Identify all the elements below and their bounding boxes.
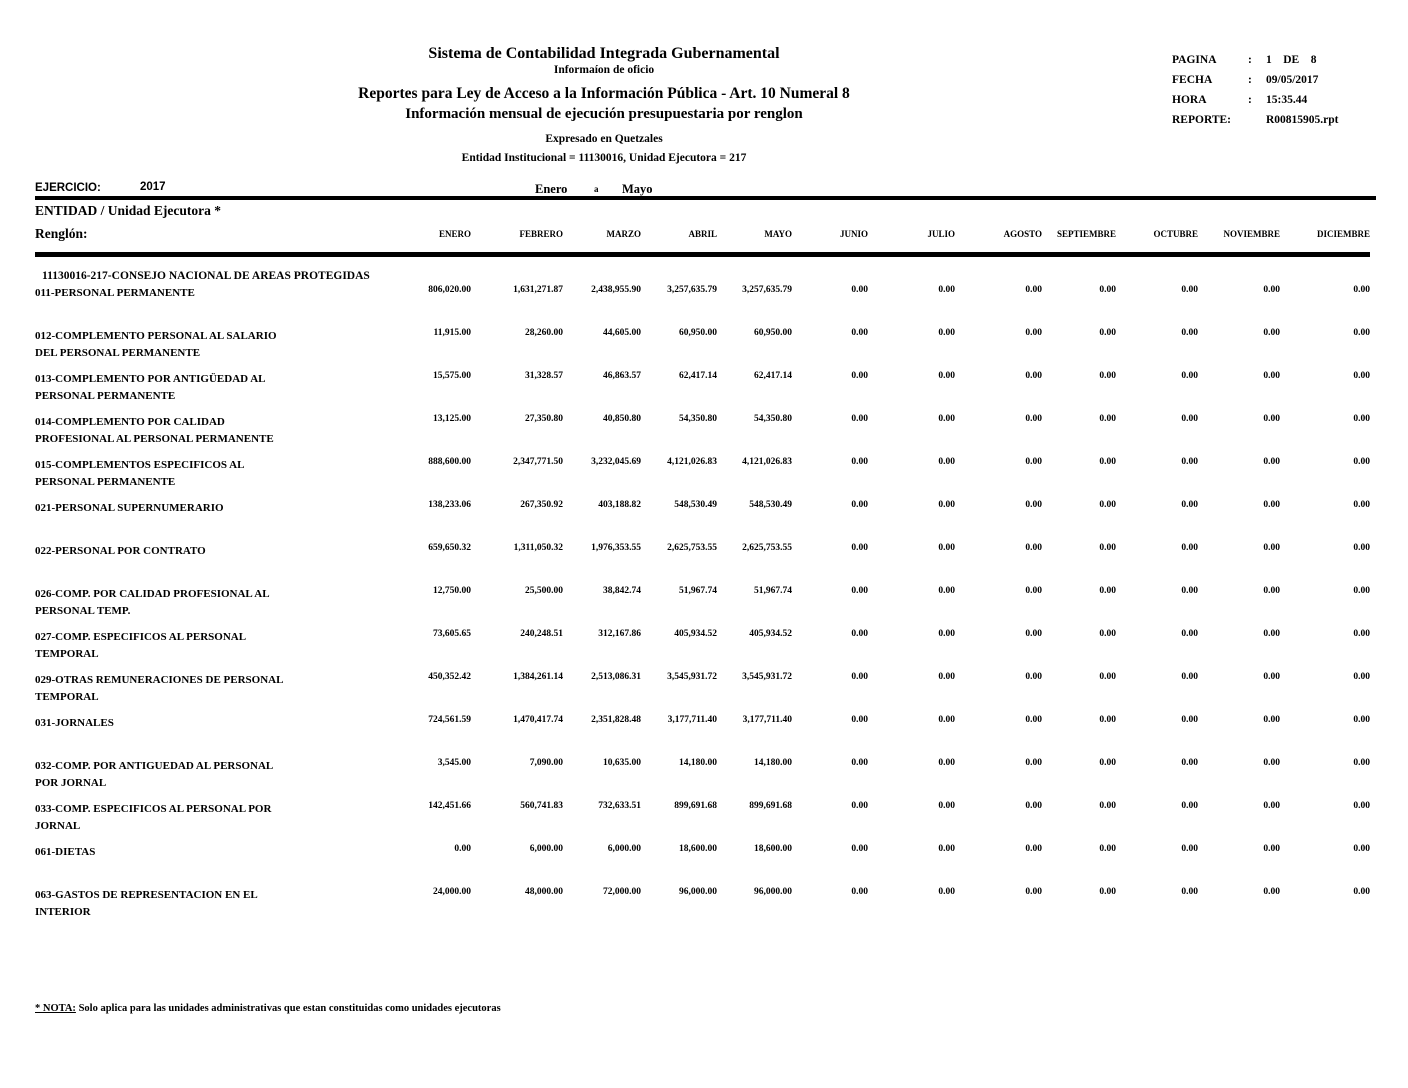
month-value-cell: 51,967.74 (754, 586, 792, 596)
month-value-cell: 0.00 (1353, 414, 1370, 424)
reporte-label: REPORTE: (1172, 114, 1232, 126)
month-value-cell: 899,691.68 (749, 801, 792, 811)
month-value-cell: 659,650.32 (428, 543, 471, 553)
meta-reporte-row (1172, 114, 1392, 126)
month-value-cell: 0.00 (938, 715, 955, 725)
month-value-cell: 0.00 (1099, 457, 1116, 467)
month-header-septiembre: SEPTIEMBRE (1042, 222, 1116, 254)
month-value-cell: 14,180.00 (754, 758, 792, 768)
month-value-cell: 18,600.00 (679, 844, 717, 854)
month-value-cell: 0.00 (1353, 758, 1370, 768)
table-row (35, 715, 1370, 758)
month-value-cell: 13,125.00 (433, 414, 471, 424)
month-value-cell: 0.00 (938, 672, 955, 682)
system-title: Sistema de Contabilidad Integrada Gubernamental (428, 45, 780, 62)
month-header-row (35, 222, 1370, 254)
entity-section-row (35, 254, 1370, 285)
month-value-cell: 0.00 (938, 371, 955, 381)
month-value-cell: 0.00 (1263, 629, 1280, 639)
month-value-cell: 24,000.00 (433, 887, 471, 897)
month-value-cell: 12,750.00 (433, 586, 471, 596)
month-header-junio: JUNIO (792, 222, 868, 254)
month-value-cell: 0.00 (938, 887, 955, 897)
month-header-octubre: OCTUBRE (1116, 222, 1198, 254)
month-value-cell: 0.00 (938, 543, 955, 553)
month-header-abril: ABRIL (641, 222, 717, 254)
month-value-cell: 6,000.00 (607, 844, 641, 854)
month-value-cell: 0.00 (1025, 715, 1042, 725)
divider-rule-top (35, 196, 1376, 200)
month-value-cell: 0.00 (1099, 715, 1116, 725)
month-header-noviembre: NOVIEMBRE (1198, 222, 1280, 254)
month-value-cell: 14,180.00 (679, 758, 717, 768)
month-value-cell: 2,513,086.31 (591, 672, 641, 682)
month-value-cell: 0.00 (1353, 543, 1370, 553)
month-value-cell: 0.00 (1099, 844, 1116, 854)
row-label: 033-COMP. ESPECIFICOS AL PERSONAL POR JORNAL (35, 803, 272, 832)
month-value-cell: 0.00 (851, 629, 868, 639)
reporte-value: R00815905.rpt (1266, 114, 1339, 126)
month-value-cell: 0.00 (1263, 328, 1280, 338)
month-value-cell: 0.00 (1181, 586, 1198, 596)
month-value-cell: 27,350.80 (525, 414, 563, 424)
month-value-cell: 0.00 (1263, 715, 1280, 725)
table-row (35, 887, 1370, 930)
month-value-cell: 0.00 (1181, 500, 1198, 510)
month-value-cell: 0.00 (1263, 801, 1280, 811)
month-value-cell: 0.00 (1025, 500, 1042, 510)
budget-table (35, 222, 1370, 930)
month-value-cell: 0.00 (1353, 887, 1370, 897)
period-separator: a (594, 184, 599, 194)
month-value-cell: 0.00 (851, 758, 868, 768)
entity-section-title: 11130016-217-CONSEJO NACIONAL DE AREAS PROTEGIDAS (42, 270, 370, 282)
month-header-julio: JULIO (868, 222, 955, 254)
month-value-cell: 15,575.00 (433, 371, 471, 381)
row-label: 063-GASTOS DE REPRESENTACION EN EL INTERIOR (35, 889, 258, 918)
month-value-cell: 2,625,753.55 (742, 543, 792, 553)
month-value-cell: 0.00 (1025, 328, 1042, 338)
month-value-cell: 1,631,271.87 (513, 285, 563, 295)
month-value-cell: 4,121,026.83 (667, 457, 717, 467)
month-value-cell: 142,451.66 (428, 801, 471, 811)
pagina-label: PAGINA (1172, 54, 1217, 66)
row-label: 022-PERSONAL POR CONTRATO (35, 545, 206, 557)
month-value-cell: 0.00 (1025, 457, 1042, 467)
month-value-cell: 0.00 (1025, 844, 1042, 854)
month-value-cell: 48,000.00 (525, 887, 563, 897)
month-value-cell: 3,545.00 (437, 758, 471, 768)
month-value-cell: 0.00 (1353, 371, 1370, 381)
table-row (35, 414, 1370, 457)
month-value-cell: 888,600.00 (428, 457, 471, 467)
month-value-cell: 54,350.80 (754, 414, 792, 424)
month-value-cell: 96,000.00 (754, 887, 792, 897)
month-value-cell: 0.00 (1099, 500, 1116, 510)
month-value-cell: 0.00 (851, 715, 868, 725)
month-value-cell: 0.00 (1099, 543, 1116, 553)
month-value-cell: 0.00 (1099, 758, 1116, 768)
month-value-cell: 0.00 (1099, 414, 1116, 424)
row-label: 014-COMPLEMENTO POR CALIDAD PROFESIONAL AL PERSONAL PERMANENTE (35, 416, 274, 445)
month-value-cell: 0.00 (1263, 758, 1280, 768)
meta-hora-row (1172, 94, 1392, 106)
month-value-cell: 0.00 (1263, 371, 1280, 381)
month-value-cell: 806,020.00 (428, 285, 471, 295)
month-value-cell: 0.00 (1353, 328, 1370, 338)
month-value-cell: 0.00 (1181, 414, 1198, 424)
month-value-cell: 3,232,045.69 (591, 457, 641, 467)
month-value-cell: 0.00 (1263, 285, 1280, 295)
month-value-cell: 0.00 (1263, 457, 1280, 467)
month-value-cell: 0.00 (1181, 758, 1198, 768)
month-value-cell: 0.00 (1353, 672, 1370, 682)
month-value-cell: 0.00 (1181, 629, 1198, 639)
month-value-cell: 28,260.00 (525, 328, 563, 338)
month-value-cell: 0.00 (851, 500, 868, 510)
budget-table-body (35, 254, 1370, 930)
month-value-cell: 0.00 (938, 801, 955, 811)
month-value-cell: 0.00 (1181, 543, 1198, 553)
label-column-header (35, 222, 375, 254)
month-value-cell: 0.00 (1099, 371, 1116, 381)
month-value-cell: 3,177,711.40 (742, 715, 792, 725)
month-value-cell: 0.00 (938, 457, 955, 467)
month-value-cell: 0.00 (1181, 328, 1198, 338)
month-value-cell: 0.00 (1025, 543, 1042, 553)
month-value-cell: 0.00 (851, 586, 868, 596)
month-value-cell: 450,352.42 (428, 672, 471, 682)
month-value-cell: 1,976,353.55 (591, 543, 641, 553)
month-value-cell: 0.00 (851, 457, 868, 467)
month-value-cell: 3,257,635.79 (667, 285, 717, 295)
table-row (35, 758, 1370, 801)
hora-value: 15:35.44 (1266, 94, 1308, 106)
row-label: 026-COMP. POR CALIDAD PROFESIONAL AL PERSONAL TEMP. (35, 588, 270, 617)
month-value-cell: 267,350.92 (520, 500, 563, 510)
row-label: 012-COMPLEMENTO PERSONAL AL SALARIO DEL PERSONAL PERMANENTE (35, 330, 277, 359)
month-value-cell: 0.00 (938, 586, 955, 596)
month-value-cell: 54,350.80 (679, 414, 717, 424)
row-label: 031-JORNALES (35, 717, 114, 729)
table-row (35, 543, 1370, 586)
month-value-cell: 0.00 (454, 844, 471, 854)
footer-note-text: Solo aplica para las unidades administrativas que estan constituidas como unidades ejecutoras (75, 1003, 501, 1014)
month-value-cell: 2,347,771.50 (513, 457, 563, 467)
month-value-cell: 0.00 (1025, 758, 1042, 768)
ejercicio-label: EJERCICIO: (35, 182, 101, 194)
table-row (35, 457, 1370, 500)
month-value-cell: 405,934.52 (674, 629, 717, 639)
table-row (35, 672, 1370, 715)
month-value-cell: 899,691.68 (674, 801, 717, 811)
month-value-cell: 0.00 (1353, 586, 1370, 596)
month-value-cell: 0.00 (851, 543, 868, 553)
month-value-cell: 240,248.51 (520, 629, 563, 639)
month-value-cell: 548,530.49 (674, 500, 717, 510)
month-value-cell: 560,741.83 (520, 801, 563, 811)
month-value-cell: 0.00 (1181, 887, 1198, 897)
month-value-cell: 7,090.00 (529, 758, 563, 768)
month-value-cell: 0.00 (1099, 586, 1116, 596)
month-value-cell: 0.00 (1263, 543, 1280, 553)
table-row (35, 328, 1370, 371)
month-value-cell: 0.00 (851, 371, 868, 381)
table-row (35, 500, 1370, 543)
row-label: 061-DIETAS (35, 846, 96, 858)
hora-colon: : (1248, 94, 1252, 106)
month-value-cell: 548,530.49 (749, 500, 792, 510)
month-value-cell: 0.00 (938, 328, 955, 338)
month-value-cell: 0.00 (851, 801, 868, 811)
month-value-cell: 62,417.14 (679, 371, 717, 381)
month-value-cell: 0.00 (1181, 801, 1198, 811)
month-header-mayo: MAYO (717, 222, 792, 254)
month-value-cell: 0.00 (1025, 371, 1042, 381)
month-value-cell: 0.00 (851, 285, 868, 295)
row-label: 013-COMPLEMENTO POR ANTIGÜEDAD AL PERSONAL PERMANENTE (35, 373, 266, 402)
month-value-cell: 0.00 (1263, 586, 1280, 596)
month-value-cell: 0.00 (1099, 887, 1116, 897)
month-value-cell: 0.00 (1025, 629, 1042, 639)
period-to: Mayo (622, 182, 653, 196)
month-value-cell: 72,000.00 (603, 887, 641, 897)
month-value-cell: 3,257,635.79 (742, 285, 792, 295)
ejercicio-value: 2017 (140, 181, 166, 193)
month-value-cell: 0.00 (1263, 887, 1280, 897)
month-value-cell: 38,842.74 (603, 586, 641, 596)
month-value-cell: 10,635.00 (603, 758, 641, 768)
month-value-cell: 405,934.52 (749, 629, 792, 639)
pagina-value: 1 DE 8 (1266, 54, 1317, 66)
entity-filter-line: Entidad Institucional = 11130016, Unidad Ejecutora = 217 (461, 152, 747, 164)
month-value-cell: 0.00 (1353, 457, 1370, 467)
month-value-cell: 0.00 (1353, 500, 1370, 510)
month-value-cell: 0.00 (1263, 844, 1280, 854)
month-value-cell: 0.00 (1181, 371, 1198, 381)
row-label: 032-COMP. POR ANTIGUEDAD AL PERSONAL POR JORNAL (35, 760, 274, 789)
month-header-agosto: AGOSTO (955, 222, 1042, 254)
table-row (35, 371, 1370, 414)
month-value-cell: 31,328.57 (525, 371, 563, 381)
month-value-cell: 0.00 (1181, 672, 1198, 682)
month-value-cell: 1,384,261.14 (513, 672, 563, 682)
hora-label: HORA (1172, 94, 1207, 106)
month-value-cell: 40,850.80 (603, 414, 641, 424)
report-title: Reportes para Ley de Acceso a la Información Pública - Art. 10 Numeral 8 (358, 85, 850, 102)
period-from: Enero (533, 182, 573, 199)
month-value-cell: 0.00 (938, 500, 955, 510)
table-row (35, 285, 1370, 328)
month-value-cell: 2,625,753.55 (667, 543, 717, 553)
month-value-cell: 62,417.14 (754, 371, 792, 381)
month-value-cell: 60,950.00 (754, 328, 792, 338)
row-label: 021-PERSONAL SUPERNUMERARIO (35, 502, 224, 514)
month-value-cell: 0.00 (1353, 285, 1370, 295)
month-value-cell: 732,633.51 (598, 801, 641, 811)
reporte-colon (1248, 114, 1266, 126)
month-value-cell: 0.00 (851, 328, 868, 338)
table-row (35, 844, 1370, 887)
page-meta-block (1172, 54, 1392, 134)
meta-pagina-row (1172, 54, 1392, 66)
month-value-cell: 1,311,050.32 (513, 543, 563, 553)
month-value-cell: 3,545,931.72 (742, 672, 792, 682)
month-value-cell: 0.00 (1025, 414, 1042, 424)
month-value-cell: 46,863.57 (603, 371, 641, 381)
footer-note (35, 1003, 501, 1014)
month-value-cell: 0.00 (1353, 801, 1370, 811)
month-value-cell: 0.00 (851, 887, 868, 897)
month-value-cell: 96,000.00 (679, 887, 717, 897)
table-row (35, 801, 1370, 844)
meta-fecha-row (1172, 74, 1392, 86)
month-value-cell: 0.00 (851, 414, 868, 424)
month-header-diciembre: DICIEMBRE (1280, 222, 1370, 254)
month-value-cell: 0.00 (938, 629, 955, 639)
month-value-cell: 0.00 (851, 672, 868, 682)
report-header (104, 44, 1104, 164)
month-value-cell: 0.00 (1099, 629, 1116, 639)
month-value-cell: 0.00 (1099, 672, 1116, 682)
month-value-cell: 0.00 (1353, 715, 1370, 725)
month-value-cell: 403,188.82 (598, 500, 641, 510)
month-value-cell: 0.00 (851, 844, 868, 854)
month-value-cell: 312,167.86 (598, 629, 641, 639)
month-value-cell: 0.00 (1263, 672, 1280, 682)
month-value-cell: 0.00 (1025, 672, 1042, 682)
month-value-cell: 0.00 (1025, 586, 1042, 596)
month-value-cell: 0.00 (1025, 285, 1042, 295)
month-value-cell: 0.00 (938, 414, 955, 424)
report-subtitle: Información mensual de ejecución presupuestaria por renglon (405, 106, 803, 122)
fecha-label: FECHA (1172, 74, 1213, 86)
month-value-cell: 18,600.00 (754, 844, 792, 854)
system-subtitle: Informaíon de oficio (553, 64, 655, 76)
month-header-marzo: MARZO (563, 222, 641, 254)
row-label: 015-COMPLEMENTOS ESPECIFICOS AL PERSONAL PERMANENTE (35, 459, 245, 488)
month-value-cell: 2,351,828.48 (591, 715, 641, 725)
month-value-cell: 2,438,955.90 (591, 285, 641, 295)
month-value-cell: 0.00 (1263, 414, 1280, 424)
table-row (35, 629, 1370, 672)
fecha-colon: : (1248, 74, 1252, 86)
pagina-colon: : (1248, 54, 1252, 66)
month-value-cell: 0.00 (938, 285, 955, 295)
fecha-value: 09/05/2017 (1266, 74, 1319, 86)
month-value-cell: 11,915.00 (433, 328, 471, 338)
month-value-cell: 25,500.00 (525, 586, 563, 596)
month-value-cell: 0.00 (1263, 500, 1280, 510)
month-value-cell: 1,470,417.74 (513, 715, 563, 725)
month-value-cell: 3,177,711.40 (667, 715, 717, 725)
month-value-cell: 0.00 (1099, 801, 1116, 811)
table-row (35, 586, 1370, 629)
month-value-cell: 0.00 (1353, 629, 1370, 639)
month-value-cell: 6,000.00 (529, 844, 563, 854)
month-value-cell: 51,967.74 (679, 586, 717, 596)
month-value-cell: 0.00 (1099, 285, 1116, 295)
currency-note: Expresado en Quetzales (545, 133, 663, 145)
entity-unit-header: ENTIDAD / Unidad Ejecutora * (35, 203, 222, 218)
row-label: 029-OTRAS REMUNERACIONES DE PERSONAL TEMPORAL (35, 674, 284, 703)
month-value-cell: 138,233.06 (428, 500, 471, 510)
month-value-cell: 44,605.00 (603, 328, 641, 338)
row-label: 011-PERSONAL PERMANENTE (35, 287, 195, 299)
month-value-cell: 0.00 (1025, 887, 1042, 897)
month-header-febrero: FEBRERO (471, 222, 563, 254)
month-value-cell: 724,561.59 (428, 715, 471, 725)
month-value-cell: 0.00 (938, 844, 955, 854)
month-value-cell: 0.00 (1353, 844, 1370, 854)
footer-note-label: * NOTA: (35, 1003, 76, 1014)
month-value-cell: 0.00 (1025, 801, 1042, 811)
month-header-enero: ENERO (375, 222, 471, 254)
month-value-cell: 0.00 (1181, 715, 1198, 725)
month-value-cell: 4,121,026.83 (742, 457, 792, 467)
renglon-label: Renglón: (35, 226, 88, 241)
month-value-cell: 0.00 (1181, 457, 1198, 467)
month-value-cell: 0.00 (938, 758, 955, 768)
month-value-cell: 0.00 (1181, 844, 1198, 854)
month-value-cell: 3,545,931.72 (667, 672, 717, 682)
month-value-cell: 73,605.65 (433, 629, 471, 639)
month-value-cell: 60,950.00 (679, 328, 717, 338)
month-value-cell: 0.00 (1099, 328, 1116, 338)
month-value-cell: 0.00 (1181, 285, 1198, 295)
row-label: 027-COMP. ESPECIFICOS AL PERSONAL TEMPORAL (35, 631, 247, 660)
